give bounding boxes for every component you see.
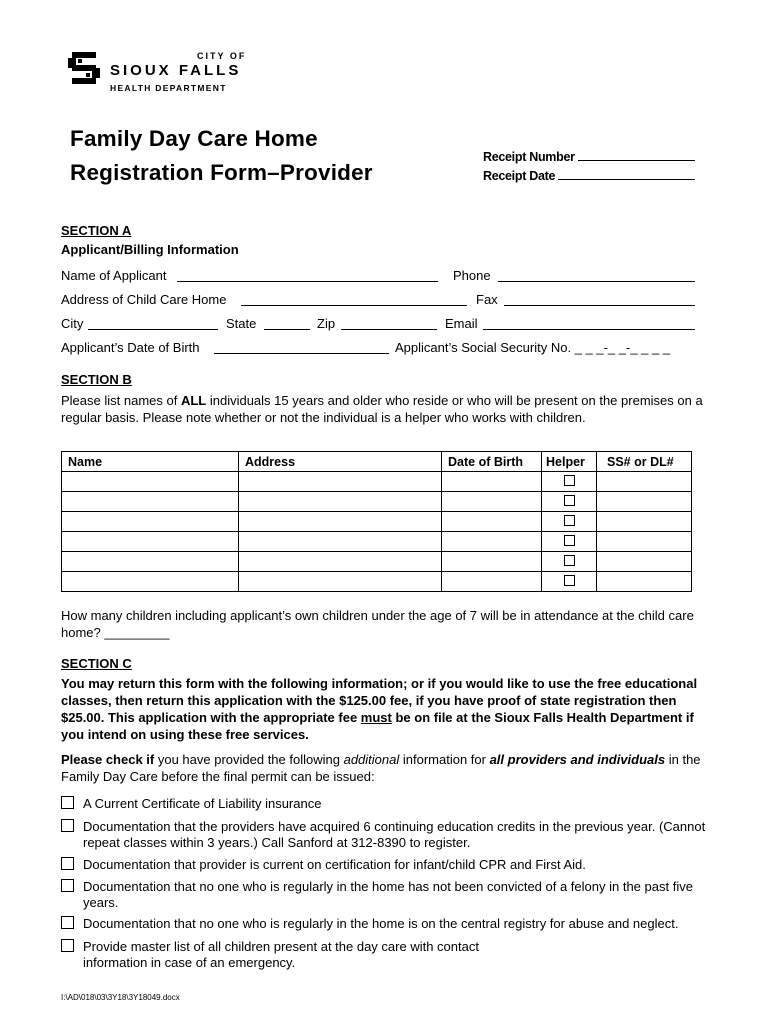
logo-name-text: SIOUX FALLS [110, 62, 242, 79]
table-row [62, 492, 692, 512]
id-cell[interactable] [597, 492, 692, 512]
helper-cell [542, 512, 597, 532]
id-cell[interactable] [597, 572, 692, 592]
dob-cell[interactable] [442, 552, 542, 572]
check-prompt-post: in the Family Day Care before the final permit can be issued: [61, 752, 701, 784]
checklist-item-text: Documentation that provider is current on certification for infant/child CPR and First Aid. [83, 857, 586, 872]
individuals-table [61, 451, 692, 592]
section-c-instructions [61, 675, 711, 743]
state-field[interactable] [264, 329, 310, 330]
form-title-line1: Family Day Care Home [70, 126, 318, 151]
zip-label: Zip [317, 316, 336, 331]
col-helper-header: Helper [542, 452, 597, 472]
id-cell[interactable] [597, 532, 692, 552]
checklist-item-text: Provide master list of all children present at the day care with contact information in case of an emergency. [83, 939, 479, 970]
section-c-instr-must: must [360, 710, 392, 725]
checklist-checkbox[interactable] [61, 916, 74, 929]
name-cell[interactable] [62, 532, 239, 552]
id-cell[interactable] [597, 512, 692, 532]
section-b-intro-bold: ALL [180, 393, 207, 408]
name-cell[interactable] [62, 572, 239, 592]
check-prompt-mid: you have provided the following [154, 752, 344, 767]
section-b-intro-pre: Please list names of [61, 393, 181, 408]
section-c-instr-post: be on file at the Sioux Falls Health Department if you intend on using these free services. [61, 710, 694, 742]
receipt-number [483, 150, 695, 164]
address-cell[interactable] [239, 492, 442, 512]
check-prompt-mid2: information for [399, 752, 490, 767]
logo-dept-text: HEALTH DEPARTMENT [110, 83, 227, 93]
address-cell[interactable] [239, 552, 442, 572]
checklist-checkbox[interactable] [61, 857, 74, 870]
receipt-date-label: Receipt Date [483, 169, 556, 183]
phone-label: Phone [453, 268, 491, 283]
receipt-number-field[interactable] [578, 150, 695, 161]
helper-checkbox[interactable] [564, 495, 575, 506]
dob-cell[interactable] [442, 532, 542, 552]
id-cell[interactable] [597, 552, 692, 572]
email-field[interactable] [483, 329, 695, 330]
id-cell[interactable] [597, 472, 692, 492]
table-row [62, 572, 692, 592]
applicant-name-label: Name of Applicant [61, 268, 167, 283]
name-cell[interactable] [62, 552, 239, 572]
address-cell[interactable] [239, 512, 442, 532]
section-c-check-prompt [61, 751, 711, 785]
dob-cell[interactable] [442, 472, 542, 492]
checklist-checkbox[interactable] [61, 879, 74, 892]
name-cell[interactable] [62, 512, 239, 532]
address-cell[interactable] [239, 472, 442, 492]
name-cell[interactable] [62, 492, 239, 512]
helper-cell [542, 572, 597, 592]
form-title-line2: Registration Form–Provider [70, 160, 373, 185]
receipt-date-field[interactable] [558, 169, 695, 180]
dob-field[interactable] [214, 353, 389, 354]
check-prompt-bold: Please check if [61, 752, 155, 767]
phone-field[interactable] [498, 281, 695, 282]
checklist-checkbox[interactable] [61, 939, 74, 952]
col-id-header: SS# or DL# [597, 452, 692, 472]
col-address-header: Address [239, 452, 442, 472]
section-b-intro-post: individuals 15 years and older who reside or who will be present on the premises on a regular basis. Please note whether or not the individual is a helper who works with children. [61, 393, 703, 425]
section-b-intro [61, 392, 711, 426]
city-label: City [61, 316, 84, 331]
section-c-instr-pre: You may return this form with the following information; or if you would like to use the free educational classes, then return this application with the $125.00 fee, if you have proof of state registration then $25.00. This application with the appropriate fee [61, 676, 698, 725]
dob-cell[interactable] [442, 572, 542, 592]
checklist-item-text: Documentation that the providers have acquired 6 continuing education credits in the previous year. (Cannot repeat classes within 3 years.) Call Sanford at 312-8390 to register. [83, 819, 706, 850]
dob-cell[interactable] [442, 492, 542, 512]
checklist-item-text: A Current Certificate of Liability insurance [83, 796, 322, 811]
address-cell[interactable] [239, 572, 442, 592]
helper-checkbox[interactable] [564, 535, 575, 546]
ssn-label[interactable]: Applicant’s Social Security No. _ _ _-_ _-_ _ _ _ [395, 340, 671, 355]
table-row [62, 552, 692, 572]
applicant-name-field[interactable] [177, 281, 438, 282]
receipt-number-label: Receipt Number [483, 150, 575, 164]
checklist-checkbox[interactable] [61, 796, 74, 809]
city-field[interactable] [88, 329, 218, 330]
zip-field[interactable] [341, 329, 437, 330]
logo-city-text: CITY OF [197, 51, 247, 61]
receipt-date [483, 169, 695, 183]
check-prompt-italic: additional [343, 752, 400, 767]
helper-checkbox[interactable] [564, 575, 575, 586]
section-a-heading: SECTION A [61, 223, 132, 238]
table-row [62, 512, 692, 532]
helper-cell [542, 552, 597, 572]
col-name-header: Name [62, 452, 239, 472]
section-a-subheading: Applicant/Billing Information [61, 242, 239, 257]
helper-cell [542, 532, 597, 552]
dob-label: Applicant’s Date of Birth [61, 340, 200, 355]
col-dob-header: Date of Birth [442, 452, 542, 472]
name-cell[interactable] [62, 472, 239, 492]
checklist-item-text: Documentation that no one who is regularly in the home is on the central registry for abuse and neglect. [83, 916, 679, 931]
checklist-item-text: Documentation that no one who is regularly in the home has not been convicted of a felony in the past five years. [83, 879, 693, 910]
fax-label: Fax [476, 292, 498, 307]
check-prompt-bold-italic: all providers and individuals [489, 752, 666, 767]
helper-checkbox[interactable] [564, 475, 575, 486]
helper-checkbox[interactable] [564, 515, 575, 526]
helper-checkbox[interactable] [564, 555, 575, 566]
helper-cell [542, 472, 597, 492]
table-row [62, 472, 692, 492]
table-header-row [62, 452, 692, 472]
section-b-heading: SECTION B [61, 372, 132, 387]
dob-cell[interactable] [442, 512, 542, 532]
file-path-footer: I:\AD\018\03\3Y18\3Y18049.docx [61, 993, 180, 1002]
table-row [62, 532, 692, 552]
sioux-falls-logo-icon [66, 50, 102, 86]
state-label: State [226, 316, 257, 331]
section-c-heading: SECTION C [61, 656, 132, 671]
address-cell[interactable] [239, 532, 442, 552]
address-label: Address of Child Care Home [61, 292, 227, 307]
city-logo [66, 50, 256, 98]
helper-cell [542, 492, 597, 512]
fax-field[interactable] [504, 305, 695, 306]
email-label: Email [445, 316, 478, 331]
address-field[interactable] [241, 305, 467, 306]
children-count-question[interactable]: How many children including applicant’s own children under the age of 7 will be in attendance at the child care home? _________ [61, 608, 694, 640]
checklist-checkbox[interactable] [61, 819, 74, 832]
